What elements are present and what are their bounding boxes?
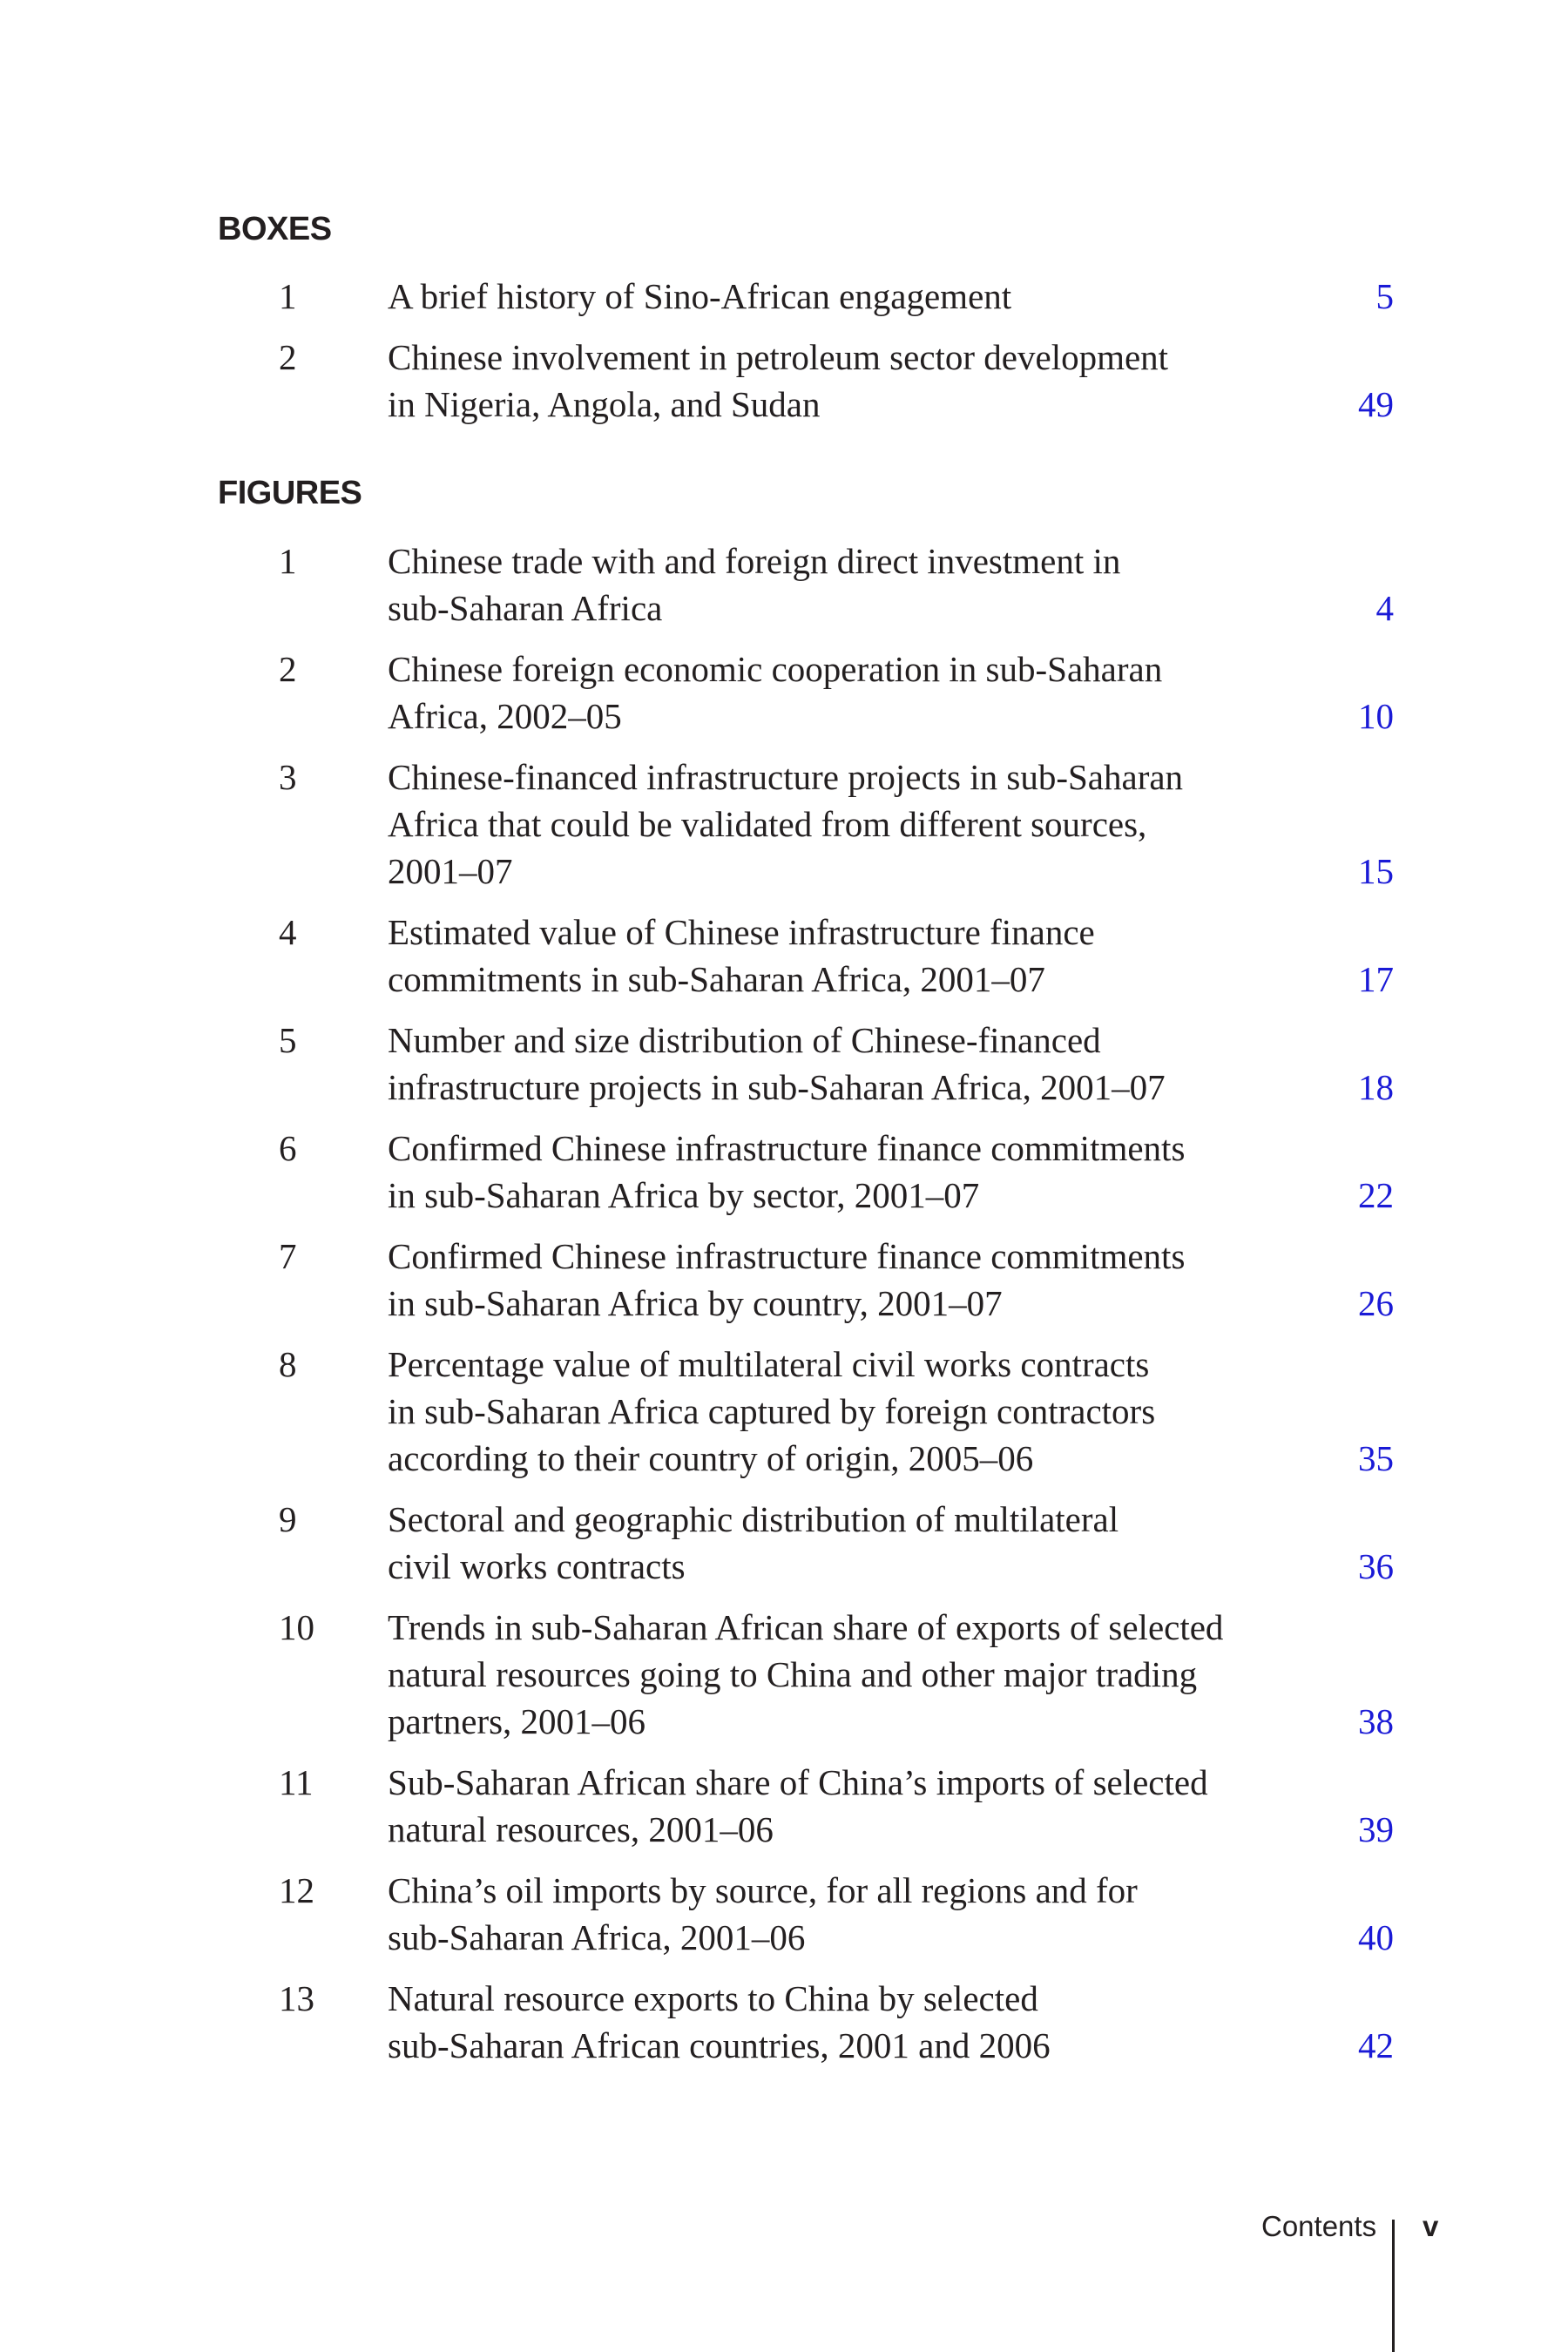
box-number: 2 [279, 337, 297, 377]
figure-title: Chinese-financed infrastructure projects in sub-Saharan Africa that could be validated from different sources, 2001–07 [388, 757, 1184, 891]
figure-title: Number and size distribution of Chinese-financed infrastructure projects in sub-Saharan Africa, 2001–07 [388, 1020, 1166, 1107]
figure-page-link[interactable]: 42 [1358, 2025, 1394, 2065]
box-page-link[interactable]: 49 [1358, 384, 1394, 424]
figure-page-link[interactable]: 35 [1358, 1438, 1394, 1478]
figure-number: 13 [279, 1978, 314, 2018]
figure-title: Estimated value of Chinese infrastructure finance commitments in sub-Saharan Africa, 2001–07 [388, 912, 1095, 999]
figure-title: Confirmed Chinese infrastructure finance commitments in sub-Saharan Africa by country, 2001–07 [388, 1236, 1186, 1323]
figure-number: 7 [279, 1236, 297, 1276]
figure-entry[interactable] [0, 1867, 1568, 1961]
figure-entry[interactable] [0, 1341, 1568, 1482]
figure-page-link[interactable]: 40 [1358, 1917, 1394, 1957]
figures-list [0, 537, 1568, 2083]
box-entry[interactable] [0, 334, 1568, 428]
box-page-link[interactable]: 5 [1375, 276, 1394, 316]
figure-number: 4 [279, 912, 297, 952]
figure-number: 5 [279, 1020, 297, 1060]
figure-entry[interactable] [0, 1017, 1568, 1111]
figure-page-link[interactable]: 26 [1358, 1283, 1394, 1323]
figure-entry[interactable] [0, 537, 1568, 632]
figure-entry[interactable] [0, 645, 1568, 740]
figure-title: Trends in sub-Saharan African share of exports of selected natural resources going to China and other major trading partners, 2001–06 [388, 1607, 1224, 1741]
footer-divider [1392, 2220, 1395, 2352]
figure-entry[interactable] [0, 909, 1568, 1003]
figure-title: Confirmed Chinese infrastructure finance commitments in sub-Saharan Africa by sector, 2001–07 [388, 1128, 1186, 1215]
figures-heading: FIGURES [218, 475, 362, 511]
boxes-list [0, 273, 1568, 442]
figure-number: 2 [279, 649, 297, 689]
figure-number: 6 [279, 1128, 297, 1168]
figure-title: Natural resource exports to China by selected sub-Saharan African countries, 2001 and 2006 [388, 1978, 1051, 2065]
figure-entry[interactable] [0, 754, 1568, 895]
boxes-heading: BOXES [218, 211, 332, 247]
figure-page-link[interactable]: 17 [1358, 959, 1394, 999]
figure-number: 10 [279, 1607, 314, 1647]
figure-number: 11 [279, 1762, 314, 1802]
figure-number: 9 [279, 1499, 297, 1539]
running-footer-label: Contents [1261, 2210, 1377, 2242]
figure-entry[interactable] [0, 1975, 1568, 2069]
figure-title: Sectoral and geographic distribution of multilateral civil works contracts [388, 1499, 1119, 1586]
box-title: Chinese involvement in petroleum sector development in Nigeria, Angola, and Sudan [388, 337, 1169, 424]
figure-entry[interactable] [0, 1759, 1568, 1853]
figure-page-link[interactable]: 39 [1358, 1809, 1394, 1849]
figure-page-link[interactable]: 36 [1358, 1546, 1394, 1586]
figure-number: 8 [279, 1344, 297, 1384]
figure-entry[interactable] [0, 1604, 1568, 1745]
figure-number: 1 [279, 541, 297, 581]
figure-title: Percentage value of multilateral civil works contracts in sub-Saharan Africa captured by foreign contractors according to their country of origin, 2005–06 [388, 1344, 1156, 1478]
figure-title: Sub-Saharan African share of China’s imports of selected natural resources, 2001–06 [388, 1762, 1208, 1849]
figure-page-link[interactable]: 4 [1375, 588, 1394, 628]
figure-page-link[interactable]: 10 [1358, 696, 1394, 736]
figure-page-link[interactable]: 38 [1358, 1701, 1394, 1741]
figure-title: Chinese foreign economic cooperation in sub-Saharan Africa, 2002–05 [388, 649, 1163, 736]
figure-entry[interactable] [0, 1233, 1568, 1327]
figure-number: 3 [279, 757, 297, 797]
figure-page-link[interactable]: 15 [1358, 851, 1394, 891]
figure-number: 12 [279, 1870, 314, 1910]
figure-page-link[interactable]: 18 [1358, 1067, 1394, 1107]
figure-title: Chinese trade with and foreign direct investment in sub-Saharan Africa [388, 541, 1121, 628]
box-entry[interactable] [0, 273, 1568, 320]
box-title: A brief history of Sino-African engagement [388, 276, 1012, 316]
figure-entry[interactable] [0, 1496, 1568, 1590]
figure-title: China’s oil imports by source, for all regions and for sub-Saharan Africa, 2001–06 [388, 1870, 1138, 1957]
figure-entry[interactable] [0, 1125, 1568, 1219]
figure-page-link[interactable]: 22 [1358, 1175, 1394, 1215]
box-number: 1 [279, 276, 297, 316]
page-number: v [1423, 2210, 1439, 2242]
